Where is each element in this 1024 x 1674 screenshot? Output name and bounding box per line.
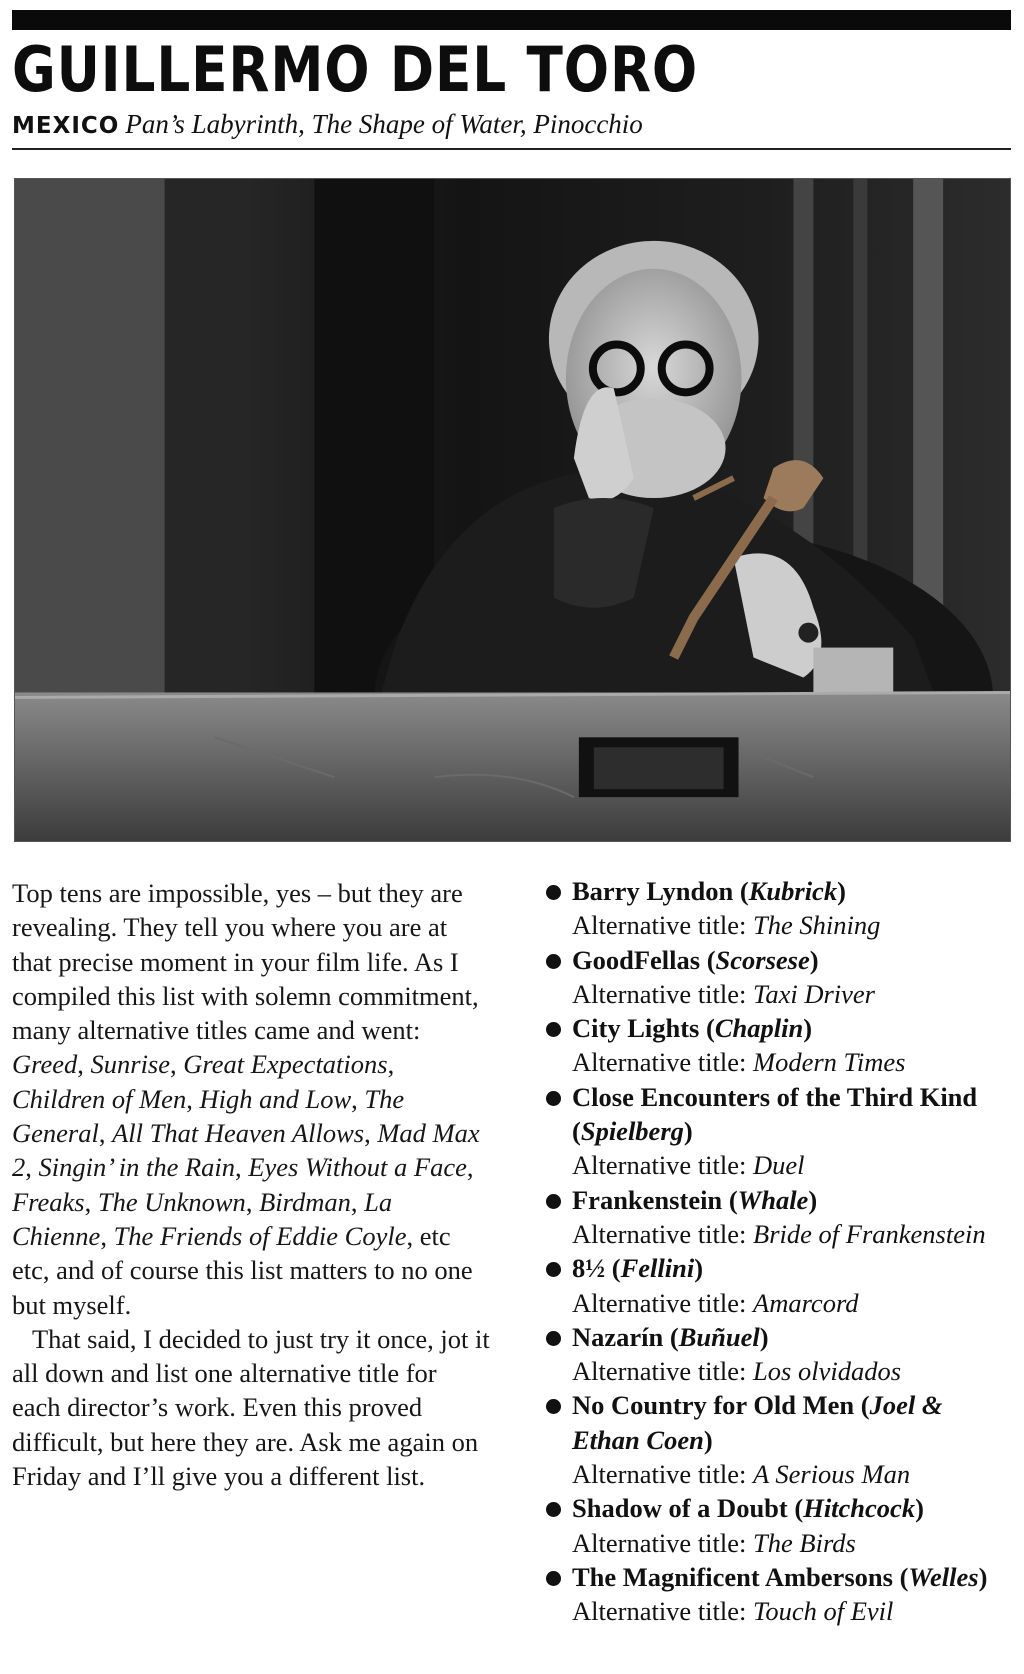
known-films: Pan’s Labyrinth, The Shape of Water, Pinocchio bbox=[125, 109, 643, 139]
list-item: Barry Lyndon (Kubrick) Alternative title: The Shining bbox=[546, 874, 1016, 943]
bullet-icon bbox=[546, 885, 561, 900]
subline bbox=[12, 108, 643, 142]
director-name: GUILLERMO DEL TORO bbox=[12, 33, 699, 106]
list-item: No Country for Old Men (Joel & Ethan Coen) Alternative title: A Serious Man bbox=[546, 1388, 1016, 1491]
portrait-photo-icon bbox=[15, 179, 1010, 841]
bullet-icon bbox=[546, 1331, 561, 1346]
list-item: The Magnificent Ambersons (Welles) Alternative title: Touch of Evil bbox=[546, 1560, 1016, 1629]
bullet-icon bbox=[546, 1262, 561, 1277]
list-item: Nazarín (Buñuel) Alternative title: Los olvidados bbox=[546, 1320, 1016, 1389]
list-item: GoodFellas (Scorsese) Alternative title: Taxi Driver bbox=[546, 943, 1016, 1012]
bullet-icon bbox=[546, 954, 561, 969]
bullet-icon bbox=[546, 1194, 561, 1209]
country-label: MEXICO bbox=[12, 113, 120, 139]
top-black-bar bbox=[12, 10, 1011, 30]
list-item: Frankenstein (Whale) Alternative title: Bride of Frankenstein bbox=[546, 1183, 1016, 1252]
bullet-icon bbox=[546, 1571, 561, 1586]
intro-paragraph-2: That said, I decided to just try it once, jot it all down and list one alternative title for each director’s work. Even this proved difficult, but here they are. Ask me again on Friday and I’ll give you a different list. bbox=[12, 1323, 490, 1492]
bullet-icon bbox=[546, 1022, 561, 1037]
list-item: 8½ (Fellini) Alternative title: Amarcord bbox=[546, 1251, 1016, 1320]
header-rule bbox=[12, 148, 1011, 150]
bullet-icon bbox=[546, 1502, 561, 1517]
top-ten-list bbox=[546, 874, 1016, 1629]
list-item: City Lights (Chaplin) Alternative title: Modern Times bbox=[546, 1011, 1016, 1080]
intro-paragraph-1: Top tens are impossible, yes – but they are revealing. They tell you where you are at that precise moment in your film life. As I compiled this list with solemn commitment, many alternative titles came and went: Greed, Sunrise, Great Expectations, Children of Men, High and Low, The General, All That Heaven Allows, Mad Max 2, Singin’ in the Rain, Eyes Without a Face, Freaks, The Unknown, Birdman, La Chienne, The Friends of Eddie Coyle, etc etc, and of course this list matters to no one but myself. bbox=[12, 878, 480, 1320]
bullet-icon bbox=[546, 1399, 561, 1414]
portrait-photo bbox=[14, 178, 1011, 842]
list-item: Close Encounters of the Third Kind (Spielberg) Alternative title: Duel bbox=[546, 1080, 1016, 1183]
bullet-icon bbox=[546, 1091, 561, 1106]
intro-text bbox=[12, 876, 490, 1493]
list-item: Shadow of a Doubt (Hitchcock) Alternative title: The Birds bbox=[546, 1491, 1016, 1560]
